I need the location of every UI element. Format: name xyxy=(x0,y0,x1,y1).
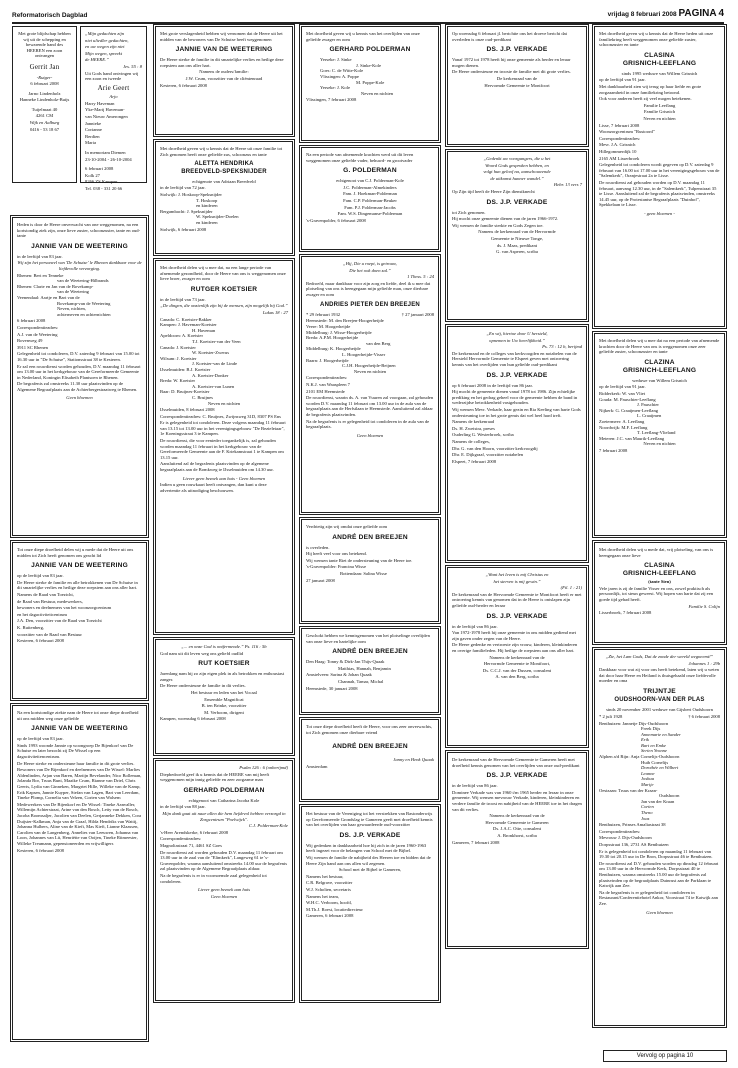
obituary-g-polderman-children: Na een periode van afnemende krachten werd uit dit leven weggenomen onze geliefde vader, behuwd- en grootvader G. POLDERMAN echtgenoot van C.J. Polderman-Kole J.C. Polderman-Almekinders Fam. J. Hoekman-Polderman Fam. C.P. Polderman-Beuker Fam. P.J. Polderman-Jacobs Fam. W.S. Dingemanse-Polderman 's-Gravenpolder, 6 februari 2008 xyxy=(301,147,439,250)
obituary-clazina-grisnich-leeflang-siblings: Met droefheid delen wij u mee dat na een periode van afnemende krachten door de Heere van ons is weggenomen onze zeer geliefde zuster, schoonzuster en tante CLAZINA GRISNICH-LEEFLANG weduwe van Willem Grisnich op de leeftijd van 91 jaar. Ridderkerk: W. van Vliet Gouda: M. Pauschier-Leeflang J. Pauschier Nijkerk: G. Craaijmen-Leeflang L. Craaijmen Zoetermeer: A. Leeflang Noordwijk: M.F. Leeflang T. Leeflang-Vlieland Meteren: J.C. van Maurik-Leeflang Neven en nichten 7 februari 2008 xyxy=(594,333,725,536)
obituary-andre-den-breejen-wisse: Verdrietig zijn wij omdat onze geliefde oom ANDRÉ DEN BREEJEN is overleden. Hij heeft veel voor ons betekend. Wij wensen tante Riet de ondersteuning van de Heere toe. 's-Gravenpolder: Francina Wisse Bottendaan: Salina Wisse 27 januari 2008 xyxy=(301,519,439,622)
obituary-ds-verkade-montfoort-1: Op woensdag 6 februari jl. berichtte ons het droeve bericht dat overleden is onze oud-predikant DS. J.P. VERKADE Vanaf 1972 tot 1978 heeft hij onze gemeente als herder en leraar mogen dienen. De Heere ondersteune en trooste de familie met dit grote verlies. De kerkenraad van de Hervormde Gemeente te Montfoort xyxy=(447,26,587,145)
obituary-andre-den-breejen-friends: Tot onze diepe droefheid heeft de Heere, voor ons zeer onverwachts, tot Zich genomen onze dierbare vriend ANDRÉ DEN BREEJEN Janny en Henk Quaak Amsterdam xyxy=(301,719,439,800)
birth-announcement-gerrit-jan: Met grote blijdschap hebben wij uit de schepping en bewarende hand des HEEREN een zoon ontvangen Gerrit Jan -Rutger- 6 februari 2008 Jarno Lindenholz Hanneke Lindenholz-Buijs Tuijelmaat 40 4261 CM Wijk en Aalburg 0416 - 53 18 67 xyxy=(12,26,77,183)
column-3 xyxy=(301,26,439,1007)
column-1 xyxy=(12,26,147,1046)
column-5 xyxy=(594,26,725,1032)
obituary-ds-verkade-school: Het bestuur van de Vereniging tot het verstrekken van Bastonderwijs op Gereformeerde Grondslag te Gameren geeft met droefheid kennis van het overlijden van haar gewaardeerde oud-voorzitter DS. J.P. VERKADE Wij gedenken in dankbaarheid hoe hij zich in de jaren 1960-1963 heeft ingezet voor de belangen van School met de Bijbel. Wij wensen de familie de nabijheid des Heeren toe en bidden dat de Heere Zijn hand aan ons allen wil zegenen. School met de Bijbel te Gameren, Namens het bestuur, C.R. Belgrave, voorzitter W.J. Scholten, secretaris Namens het team, W.H.C. Verboom, hoofd, M.Th.J. Roest, locatiedirecteur Gameren, 6 februari 2008 xyxy=(301,806,439,1001)
obituary-aletta-breedveld: Met droefheid geven wij u kennis dat de Heere uit onze familie tot Zich genomen heeft onze geliefde zus, schoonzus en tante ALETTA HENDRIKA BREEDVELD-SPEKSNIJDER echtgenote van Adriaan Breedveld in de leeftijd van 72 jaar. Stolwijk: J. Hoskoop-Speksnijder T. Hoskoop en kinderen Bergambacht: J. Speksnijder W. Speksnijder-Doelen en kinderen Stolwijk, 6 februari 2008 xyxy=(155,141,293,254)
obituary-ds-verkade-nieuwe-tonge: „Gedenkt uw voorgangers, die u het Woord Gods gesproken hebben, en volgt hun geloof na, aanschouwende de uitkomst hunner wandel.” Hebr. 13 vers 7 Op Zijn tijd heeft de Heere Zijn dienstknecht DS. J.P. VERKADE tot Zich genomen. Hij mocht onze gemeente dienen van de jaren 1966-1972. Wij wensen de familie sterkte en Gods Zegen toe. Namens de kerkenraad van de Hervormde Gemeente te Nieuwe Tonge, ds. J. Maas, predikant G. van Asperen, scriba xyxy=(447,151,587,320)
birth-announcement-arie-geert: „Mijn gedachten zijn niet uliedler gedachten, en uw wegen zijn niet Mijn wegen, spreekt de HEERE.” Jes. 55 : 8 Uit Gods hand ontvingen wij een zoon en tweede Arie Geert Arjo Harry Haveman Yke-Marij Haveman- van Nieuw Amerongen Jannieke Corianne Berdien Maria In memoriam Diemen 23-10-2004 - 26-10-2004 6 februari 2008 Kolk 27 8266 ZS Kampen Tel. 038 - 331 20 66 xyxy=(80,26,147,183)
obituary-jannie-van-de-weetering-family: Heden is door de Heere onverwacht van one weggenomen, na een kortstondig ziek zijn, onze lieve zuster, schoonzuster, tante en oud-tante JANNIE VAN DE WEETERING in de leeftijd van 83 jaar. Wij zijn het personeel van 'De Schutse' le Rhenen dankbaar voor de liefdevolle verzorging. Rhenen: Bert en Tenneke van de Weetering-Hilbrands Rhenen: Clarie en Jan van de Bovekamp- van de Weetering Veenendaal: Aartje en Bart van de Bovekamp-van de Weetering Neven, nichten, achterneven en achternichten 6 februari 2008 Correspondentieadres: A.J. van de Weetering Bovenweg 49 3911 SC Rhenen Gelegenheid tot condoleren, D.V. zaterdag 9 februari van 15.00 tot 16.30 uur in "De Schutse", Stationsstraat 38 te Kesteren. Er zal een rouwdienst worden gehouden, D.V. maandag 11 februari om 13.00 uur in het kerkgebouw van de Gereformeerde Gemeente in Nederland, Koningin Elisabeth Plantsoen te Rhenen. De begrafenis zal omstreeks 11.30 uur plaatsvinden op de Algemene Begraafplaats aan de Achterbergestraatweg te Rhenen. Geen bloemen xyxy=(12,217,147,536)
obituary-ds-verkade-elspeet: „En wij, hiertoe door U hersteld, opnemen in Uw heerlijkheid.” Ps. 73 : 12 b, berijmd De kerkenraad en de colleges van kerkvoogden en notabelen van de Hersteld Hervormde Gemeente te Elspeet geven met ontroering kennis van het overlijden van hun geliefde oud-predikant DS. J.P. VERKADE op 6 februari 2008 in de leeftijd van 86 jaar. Hij mocht de gemeente dienen vanaf 1978 tot 1986. Zijn echtelijke prediking en het gedrag geheel voor de gemeente hebben de band in wederzijdse betrokkenheid vastgehouden. Wij wensen Mevr. Verkade, haar gezin en Ria Keeling van harte Gods ondersteuning toe in het grote gemis dat wel heel hard treft. Namens de kerkenraad Ds. H. Zweistra, preses Ouderling G. Westerbroek, scriba Namens de colleges, Dhr. G. van den Hoorn, voorzitter kerkvoogdij Dhr. E. Dijkgraaf, voorzitter notabelen Elspeet, 7 februari 2008 xyxy=(447,326,587,561)
obituary-jannie-van-de-weetering-schutse: Tot onze diepe droefheid delen wij u mede dat de Heere uit ons midden tot Zich heeft genomen ons geacht lid JANNIE VAN DE WEETERING op de leeftijd van 83 jaar. De Heere sterke de familie en alle betrokkenen van De Schutse in dit smartelijke verlies en heilige deze roepstem aan ons aller hart. Namens de Raad van Toezicht, de Raad van Bestuur, medewerkers, bewoners en deelnemers van het woonzorgcentrum en het dagactiviteitcentrum J.A. Den, voorzitter van de Raad van Toezicht K. Ruitenberg, voorzitter van de Raad van Bestuur Kesteren, 6 februari 2008 xyxy=(12,542,147,699)
obituary-trijntje-oudshoorn: „Zie, het Lam Gods, Dat de zonde der wereld wegneemt!” Johannes 1 : 29b Dankbaar voor wat zij voor ons heeft betekend, laten wij u weten dat door haar Heere en Heiland is thuisgehaald onze liefdevolle moeder en oma TRIJNTJE OUDSHOORN-VAN DER PLAS sinds 20 november 2001 weduwe van Gijsbert Oudshoorn * 2 juli 1928 † 6 februari 2008 Benthuizen: Jannetje Dijs-Oudshoorn Freek Dijs Annemarie en Sander Erik Bart en Emke Serien Yvonne Alphen a/d Rijn: Anja Cornelijs-Oudshoorn Huib Cornelijs Dorothée en Wilbert Leanne Joshua Marije Oestzaan: Truus van der Kraan- Oudshoorn Jan van der Kraan Corien Theno Joas Benthuizen, Prinses Amaliastraat 38 Correspondentieadres: Mevrouw J. Dijs-Oudshoorn Dorpsstraat 136, 2731 AS Benthuizen Er is gelegenheid tot condoleren op maandag 11 februari van 19.30 tot 20.15 uur in De Bron, Dorpsstraat 46 te Benthuizen. De rouwdienst zal D.V. gehouden worden op dinsdag 12 februari om 13.00 uur in de Hervormde Kerk, Dorpsstraat 40 te Benthuizen, waarna omstreeks 15.00 uur de begrafenis zal plaatsvinden op de begraafplaats Duinrust aan de Parklaan te Katwijk aan Zee. Na de begrafenis is er gelegenheid tot condoleren in Restaurant/Conferentiehotel Ankor, Voorstraat 74 te Katwijk aan Zee. Geen bloemen xyxy=(594,649,725,1026)
newspaper-name: Reformatorisch Dagblad xyxy=(12,12,88,19)
column-4 xyxy=(447,26,587,953)
continued-on-page-link[interactable]: Vervolg op pagina 10 xyxy=(603,1050,727,1062)
obituary-ds-verkade-montfoort-2: „Want het leven is mij Christus en het sterven is mij gewin.” (Fil. 1 : 21) De kerkenraad van de Hervormde Gemeente te Montfoort heeft er met ontroering kennis van genomen dat in de Heere is ontslapen zijn geliefde oud-herder en leraar DS. J.P. VERKADE in de leeftijd van 86 jaar. Van 1972-1978 heeft hij onze gemeente in ons midden gediend met zijn gaven onder zegen van de Heere. De Heere gedenke en vertroeste zijn vrouw, kinderen, kleinkinderen en overige familieleden. Hij heilige de roepstem aan ons aller hart. Namens de kerkenraad van de Hervormde Gemeente te Montfoort, Ds. C.C.J. van der Dussen, consulent A. van den Berg, scriba xyxy=(447,567,587,746)
obituary-ds-verkade-gameren: De kerkenraad van de Hervormde Gemeente te Gameren heeft met droefheid kennis genomen van het overlijden van onze oud-predikant DS. J.P. VERKADE in de leeftijd van 86 jaar. Dominee Verkade was van 1960 t/m 1965 herder en leraar in onze gemeente. Wij wensen mevrouw Verkade, kinderen, kleinkinderen en verdere familie de troost en nabijheid van de HEERE toe in het dragen van dit verlies. Namens de kerkenraad van de Hervormde Gemeente te Gameren Ds. J.A.C. Otte, consulent A. Bronkhorst, scriba Gameren, 7 februari 2008 xyxy=(447,752,587,947)
obituary-andre-den-breejen-quaak: Geschokt hebben we kennisgenomen van het plotselinge overlijden van onze lieve en hartelijke oom ANDRÉ DEN BREEJEN Den Haag: Tonny & Dirk-Jan Thijs-Quaak Matthias, Hannah, Benjamin Amstelveen: Sarina & Johan Quaak Channah, Tamar, Michal Heemstede, 30 januari 2008 xyxy=(301,628,439,713)
obituary-jannie-cliëntenraad: Met grote verslagenheid hebben wij vernomen dat de Heere uit het midden van de bewoners van De Schutse heeft weggenomen JANNIE VAN DE WEETERING De Heere sterke de familie in dit smartelijke verlies en heilige deze roepstem aan ons aller hart. Namens de ouders/familie: J.W. Crum, voorzitter van de cliëntenraad Kesteren, 6 februari 2008 xyxy=(155,26,293,135)
page-info: vrijdag 8 februari 2008 PAGINA 4 xyxy=(607,8,724,19)
obituary-gerhard-polderman-wife: Psalm 126 : 6 (onberijmd) Diepbedroefd geef ik u kennis dat de HEERE van mij heeft weggenomen mijn innig geliefde en zeer zorgzame man GERHARD POLDERMAN echtgenoot van Catharina Jacoba Kole in de leeftijd van 88 jaar. Mijn dank gaat uit naar allen die hem liefdevol hebben verzorgd in Zorgcentrum "Poelwijck". C.J. Polderman-Kole 's-Heer Arendskerke, 6 februari 2008 Correspondentieadres: Magnoliastraat 71, 4461 SZ Goes De rouwdienst zal worden gehouden D.V. maandag 11 februari om 13.00 uur in de zaal van de "Elimkerk", Langeweg 61 te 's-Gravenpolder, waarna aansluitend omstreeks 14.00 uur de begrafenis zal plaatsvinden op de Algemene Begraafplaats aldaar. Na de begrafenis is er in voornoemde zaal gelegenheid tot condoleren. Liever geen bezoek aan huis Geen bloemen xyxy=(155,760,293,1001)
page-header xyxy=(12,2,724,24)
obituary-jannie-van-de-weetering-bijenkorf: Na een kortstondige ziekte nam de Heere tot onze diepe droefheid uit ons midden weg onze geliefde JANNIE VAN DE WEETERING op de leeftijd van 83 jaar. Sinds 1993 woonde Jannie op woongroep De Bijenkorf van De Schutse en later bezocht zij De Wissel op een dagactiviteitencentrum. De Heere sterke en ondersteune haar familie in dit grote verlies. Bewoners van De Bijenkorf en deelnemers van De Wissel: Marlies Aldenlinden, Arjan van Baren, Martijn Bevelander, Nico Bolleman, Jolanda Bor, Truus Bunt, Maaike Crum, Rianne van Driel, Chris Geerts, Lydia van Ginneken, Margriet Hille, Willeke van de Kamp, Erik Kapsen, Jannie Kuyper, Stefan van Lagen, Bart van Leerdam, Tineke Plomp, Cornelia van Velzen, Corien van Walsem Medewerkers van De Bijenkorf en De Wissel: Tineke Aanvaller, Willemijn Achterstraat, Arine van den Bosch, Letty van de Bosch, Jacoba Boomsaljer, Jacolien van Deelen, Gerjanneke Dekken, Cora Duijster-Kalkman, Anja van de Graaf, Hilda Hendriks van Wattij, Johanna Hulbers, Aline van de Kieft, Mas Kieft, Lianne Klaassen, Carolien van de Langenberg, Annelies van Leeuwen, Johanna van Loon, Johannes van Lit, Henriëtte van Ooijen, Tineke Ritmeester, Willeke Treumann, gepensioneerden en vrijwilligers Kesteren, 6 februari 2008 xyxy=(12,705,147,1040)
obituary-rutger-koetsier: Met droefheid delen wij u mee dat, na een lange periode van afnemende gezondheid, door de Heere van ons is weggenomen onze lieve broer, zwager en oom RUTGER KOETSIER in de leeftijd van 73 jaar. „De dingen, die onzienlijk zijn bij de mensen, zijn mogelijk bij God.” Lukas 18 : 27 Canada: C. Koetsier-Bakker Kampen: J. Haveman-Koetsier H. Haveman Apeldoorn: A. Koetsier T.J. Koetsier-van der Veen Canada: J. Koetsier W. Koetsier-Zwerus Wilsum: J. Koetsier J. Koetsier-van de Linde IJsselmuiden: B.J. Koetsier A. Koetsier-Donker Breda: W. Koetsier A. Koetsier-van Lunen Baar: D. Bruijnes-Koetsier C. Bruijnes Neven en nichten IJsselmuiden, 8 februari 2008 Correspondentieadres: C. Bruijnes, Zwijnsweg 31D, 8307 PS Ens Er is gelegenheid tot condoleren. Deze volgens maandag 11 februari van 13.15 tot 13.00 uur in het verenigingsgebouw "De Bezieleiaar", 1e Koeningsstraat 3 te Kampen. De rouwdienst, die voor eenieder toegankelijk is, zal gehouden worden maandag 11 februari in het kerkgebouw van de Gereformeerde Gemeente aan de F. Kriekamstraat 1 te Kampen om 13.15 uur. Aansluitend zal de begrafenis plaatsvinden op de algemene begraafplaats aan de Bomkweg te IJsselmuiden om 14.30 uur. Liever geen bezoek aan huis - Geen bloemen Indien u geen rouwkaart heeft ontvangen, dan kunt u deze advertentie als uitnodiging beschouwen. xyxy=(155,260,293,633)
obituary-gerhard-polderman-family: Met droefheid geven wij u kennis van het overlijden van onze geliefde zwager en oom GERHARD POLDERMAN Yerseke: J. Sinke J. Sinke-Kole Goes: C. de Witte-Kole Vlissingen: A. Poppe M. Poppe-Kole Yerseke: J. Kole Neven en nichten Vlissingen, 7 februari 2008 xyxy=(301,26,439,141)
obituary-rut-koetsier-ensemble: „... en onze God is ontfermende.” Ps. 116 : 5b God nam uit dit leven weg ons geliefd oudlid RUT KOETSIER Jarenlang nam hij zo zijn eigen plek in als betrokken en enthousiast zanger. De Heere ondersteune de familie in dit verlies. Het bestuur en leden van het Vocaal Ensemble Magnificat B. ten Brinke, voorzitter M. Verboom, dirigent Kampen, woensdag 6 februari 2008 xyxy=(155,639,293,754)
obituary-clasina-tante-sien: Met droefheid delen wij u mede dat, vrij plotseling, van ons is heengegaan onze lieve CLASINA GRISNICH-LEEFLANG (tante Sien) Vele jaren is zij de familie Visser en ons, zowel praktisch als persoonlijk, tot steun geweest. Wij hopen van harte dat zij een goede tijd gehad heeft. Familie S. Colijn Lisserbroek, 7 februari 2008 xyxy=(594,542,725,643)
obituary-andries-pieter-den-breejen: „Hij, Die u roept, is getrouw, Die het ook doen zal.” 1 Thess. 5 : 24 Bedroefd, maar dankbaar voor zijn zorg en liefde, deel ik u mee dat plotseling van ons is heengegaan mijn geliefde man, onze dierbare zwager en oom ANDRIES PIETER DEN BREEJEN * 29 februari 1932 † 27 januari 2008 Heemstede: M. den Breejen-Hoogerheijde Veere: M. Hoogerheijde Middelburg: J. Wisse-Hoogerheijde Breda: A.P.M. Hoogerheijde van den Berg Middelburg: K. Hoogerheijde L. Hoogerheijde-Visser Baarn: J. Hoogerheijde C.J.H. Hoogerheijde-Beijnen Neven en nichten Correspondentieadres: N.K.J. van Waaspleen 7 2101 EM Heemstede De rouwdienst, waarin ds. A. van Vuuren zal voorgaan, zal gehouden worden D.V. maandag 11 februari om 13.00 uur in de aula van de begraafplaats aan de Herfstlaan te Heemstede. Aansluitend zal aldaar de begrafenis plaatsvinden. Na de begrafenis is er gelegenheid tot condoleren in de aula van de begraafplaats. Geen bloemen xyxy=(301,256,439,513)
column-2 xyxy=(155,26,293,1007)
obituary-clasina-grisnich-leeflang-family: Met droefheid geven wij u kennis dat de Heere heden uit onze familiekring heeft weggenomen onze geliefde zuster, schoonzuster en tante CLASINA GRISNICH-LEEFLANG sinds 1995 weduwe van Willem Grisnich op de leeftijd van 91 jaar. Met dankbaarheid zien wij terug op haar liefde en grote zorgzaamheid in onze familiekring betoond. Ook voor anderen heeft zij veel mogen betekenen. Familie Leeflang Familie Grisnich Neven en nichten Lisse, 7 februari 2008 Woonzorgcentrum "Rustoord" Correspondentieadres: Mevr. J.A. Grisnich Hillegommerdijk 10 2165 AM Lisserbroek Gelegenheid tot condoleren wordt gegeven op D.V. zaterdag 9 februari van 16.00 tot 17.00 uur in het verenigingsgebouw van de "Salemkerk", Oranjestraat 2a te Lisse. De rouwdienst zal gehouden worden op D.V. maandag 11 februari, aanvang 12.30 uur, in de "Salemkerk", Tulpenstraat 35 te Lisse. Aansluitend zal de begrafenis plaatsvinden, omstreeks 14.45 uur, op de Protestantse Begraafplaats "Duinhof", Spekkelaan te Lisse. - geen bloemen - xyxy=(594,26,725,327)
